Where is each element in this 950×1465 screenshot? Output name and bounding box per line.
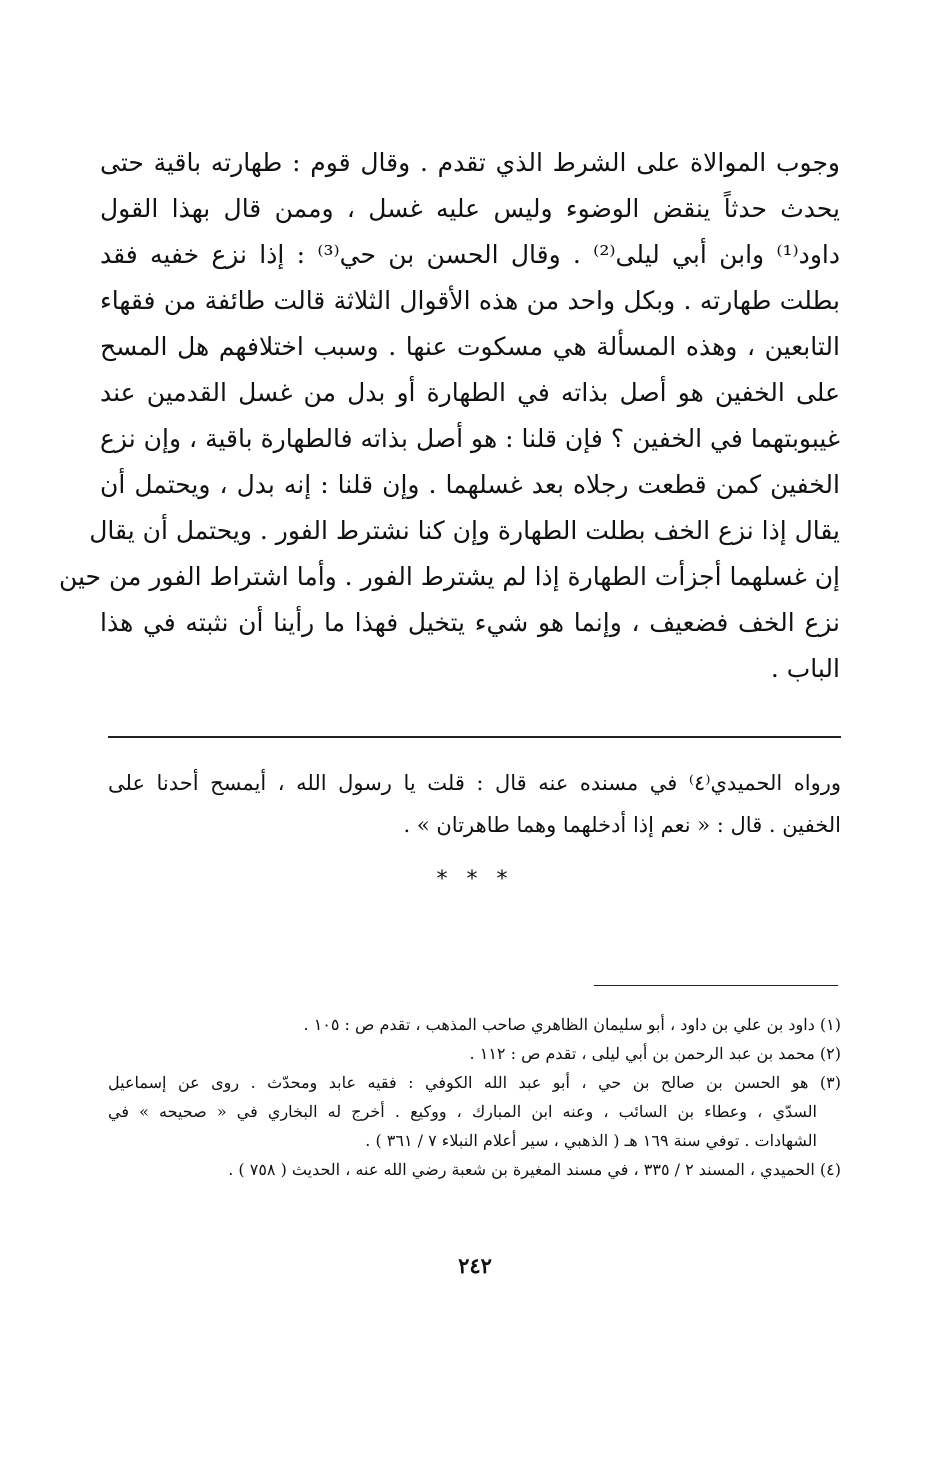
main-text-line: يحدث حدثاً ينقض الوضوء وليس عليه غسل ، وممن قال بهذا القول [100,194,840,223]
main-text-line: غيبوبتهما في الخفين ؟ فإن قلنا : هو أصل بذاته فالطهارة باقية ، وإن نزع [100,424,840,453]
hadith-paragraph [108,762,841,846]
footnotes [108,1010,841,1184]
asterism-separator: * * * [436,867,514,892]
main-text-line: التابعين ، وهذه المسألة هي مسكوت عنها . وسبب اختلافهم هل المسح [100,332,840,361]
main-text-line: الباب . [770,654,840,683]
main-text-line: إن غسلهما أجزأت الطهارة إذا لم يشترط الفور . وأما اشتراط الفور من حين [58,562,840,591]
main-text-line: يقال إذا نزع الخف بطلت الطهارة وإن كنا نشترط الفور . ويحتمل أن يقال [89,516,840,545]
page-number: ٢٤٢ [458,1253,492,1278]
footnote-line: (١) داود بن علي بن داود ، أبو سليمان الظاهري صاحب المذهب ، تقدم ص : ١٠٥ . [303,1015,841,1034]
hadith-text-line: ورواه الحميدي⁽٤⁾ في مسنده عنه قال : قلت يا رسول الله ، أيمسح أحدنا على [108,771,841,795]
hadith-text-line: الخفين . قال : « نعم إذا أدخلهما وهما طاهرتان » . [403,813,841,837]
main-text-line: داود⁽¹⁾ وابن أبي ليلى⁽²⁾ . وقال الحسن بن حي⁽³⁾ : إذا نزع خفيه فقد [100,240,840,269]
footnote-line: الشهادات . توفي سنة ١٦٩ هـ ( الذهبي ، سير أعلام النبلاء ٧ / ٣٦١ ) . [365,1131,817,1150]
section-divider [108,736,841,738]
main-text-line: بطلت طهارته . وبكل واحد من هذه الأقوال الثلاثة قالت طائفة من فقهاء [100,286,840,315]
footnote-line: السدّي ، وعطاء بن السائب ، وعنه ابن المبارك ، ووكيع . أخرج له البخاري في « صحيحه » في [108,1102,817,1121]
main-text-line: وجوب الموالاة على الشرط الذي تقدم . وقال قوم : طهارته باقية حتى [100,148,840,177]
footnote-line: (٣) هو الحسن بن صالح بن حي ، أبو عبد الله الكوفي : فقيه عابد ومحدّث . روى عن إسماعيل [108,1073,841,1092]
main-text-line: نزع الخف فضعيف ، وإنما هو شيء يتخيل فهذا ما رأينا أن نثبته في هذا [100,608,840,637]
main-text-line: على الخفين هو أصل بذاته في الطهارة أو بدل من غسل القدمين عند [100,378,840,407]
footnote-line: (٢) محمد بن عبد الرحمن بن أبي ليلى ، تقدم ص : ١١٢ . [469,1044,841,1063]
main-paragraph [58,140,840,692]
main-text-line: الخفين كمن قطعت رجلاه بعد غسلهما . وإن قلنا : إنه بدل ، ويحتمل أن [100,470,840,499]
footnote-line: (٤) الحميدي ، المسند ٢ / ٣٣٥ ، في مسند المغيرة بن شعبة رضي الله عنه ، الحديث ( ٧٥٨ ) . [228,1160,841,1179]
footnote-divider [594,985,838,986]
